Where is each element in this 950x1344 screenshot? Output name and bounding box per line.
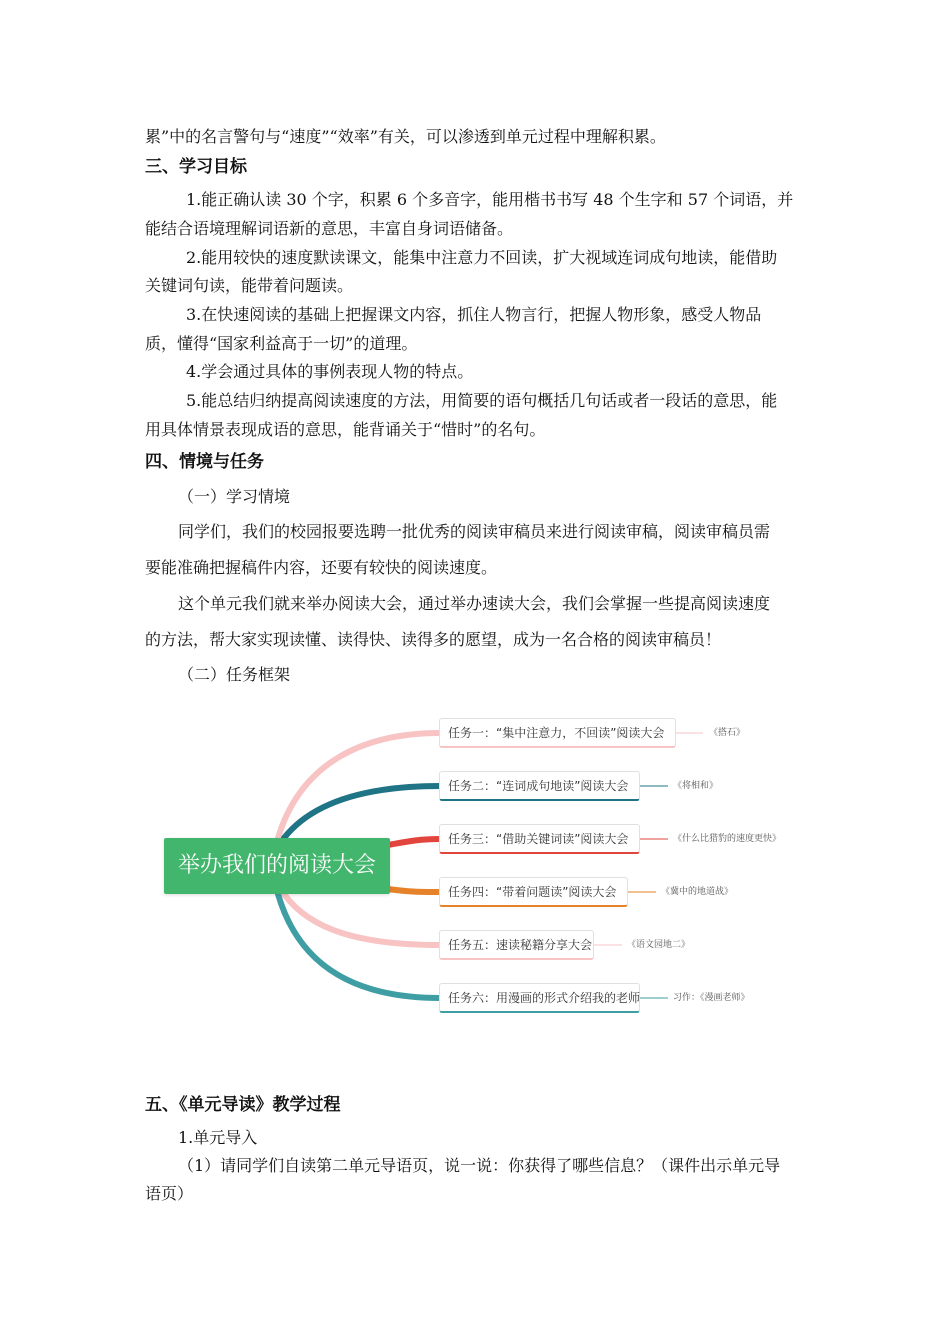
step-unit-intro: 1.单元导入 — [178, 1128, 258, 1147]
task-node-4: 任务四：“带着问题读”阅读大会 — [439, 877, 628, 907]
step-1-line-1: （1）请同学们自读第二单元导语页，说一说：你获得了哪些信息？（课件出示单元导 — [178, 1156, 781, 1175]
goal-5-line-2: 用具体情景表现成语的意思，能背诵关于“惜时”的名句。 — [145, 420, 546, 439]
goal-3-line-1: 3.在快速阅读的基础上把握课文内容，抓住人物言行，把握人物形象，感受人物品 — [186, 305, 762, 324]
connector-task-3 — [388, 839, 440, 845]
context-para-2-line-1: 这个单元我们就来举办阅读大会，通过举办速读大会，我们会掌握一些提高阅读速度 — [178, 594, 771, 613]
goal-1-line-1: 1.能正确认读 30 个字，积累 6 个多音字，能用楷书书写 48 个生字和 57 个词语，并 — [186, 190, 794, 209]
task-5-text: 《语文园地二》 — [627, 940, 691, 950]
step-1-line-2: 语页） — [145, 1184, 194, 1203]
connector-task-2 — [284, 786, 440, 838]
section-heading-context: 四、情境与任务 — [145, 452, 264, 472]
goal-4-line: 4.学会通过具体的事例表现人物的特点。 — [186, 362, 474, 381]
connector-task-4 — [388, 889, 440, 892]
context-para-1-line-2: 要能准确把握稿件内容，还要有较快的阅读速度。 — [145, 558, 498, 577]
task-6-text: 习作：《漫画老师》 — [673, 993, 750, 1003]
task-1-text: 《搭石》 — [709, 728, 746, 738]
task-node-6: 任务六：用漫画的形式介绍我的老师 — [439, 983, 640, 1013]
goal-5-line-1: 5.能总结归纳提高阅读速度的方法，用简要的语句概括几句话或者一段话的意思，能 — [186, 391, 778, 410]
task-node-1: 任务一：“集中注意力，不回读”阅读大会 — [439, 718, 676, 748]
task-node-2: 任务二：“连词成句地读”阅读大会 — [439, 771, 640, 801]
section-heading-process: 五、《单元导读》教学过程 — [145, 1095, 341, 1115]
task-node-3: 任务三：“借助关键词读”阅读大会 — [439, 824, 640, 854]
subheading-context: （一）学习情境 — [178, 487, 291, 506]
subheading-framework: （二）任务框架 — [178, 665, 291, 684]
section-heading-goals: 三、学习目标 — [145, 157, 247, 177]
paragraph-line: 累”中的名言警句与“速度”“效率”有关，可以渗透到单元过程中理解积累。 — [145, 127, 666, 146]
task-node-5: 任务五：速读秘籍分享大会 — [439, 930, 594, 960]
connector-task-5 — [284, 894, 440, 945]
mindmap-central-node: 举办我们的阅读大会 — [164, 838, 390, 894]
task-framework-mindmap — [160, 705, 800, 1030]
goal-1-line-2: 能结合语境理解词语新的意思，丰富自身词语储备。 — [145, 219, 514, 238]
goal-2-line-1: 2.能用较快的速度默读课文，能集中注意力不回读，扩大视域连词成句地读，能借助 — [186, 248, 778, 267]
goal-3-line-2: 质，懂得“国家利益高于一切”的道理。 — [145, 334, 418, 353]
goal-2-line-2: 关键词句读，能带着问题读。 — [145, 276, 354, 295]
context-para-1-line-1: 同学们，我们的校园报要选聘一批优秀的阅读审稿员来进行阅读审稿，阅读审稿员需 — [178, 522, 771, 541]
task-2-text: 《将相和》 — [673, 781, 719, 791]
task-3-text: 《什么比猎豹的速度更快》 — [673, 834, 782, 844]
task-4-text: 《冀中的地道战》 — [661, 887, 734, 897]
context-para-2-line-2: 的方法，帮大家实现读懂、读得快、读得多的愿望，成为一名合格的阅读审稿员！ — [145, 630, 722, 649]
